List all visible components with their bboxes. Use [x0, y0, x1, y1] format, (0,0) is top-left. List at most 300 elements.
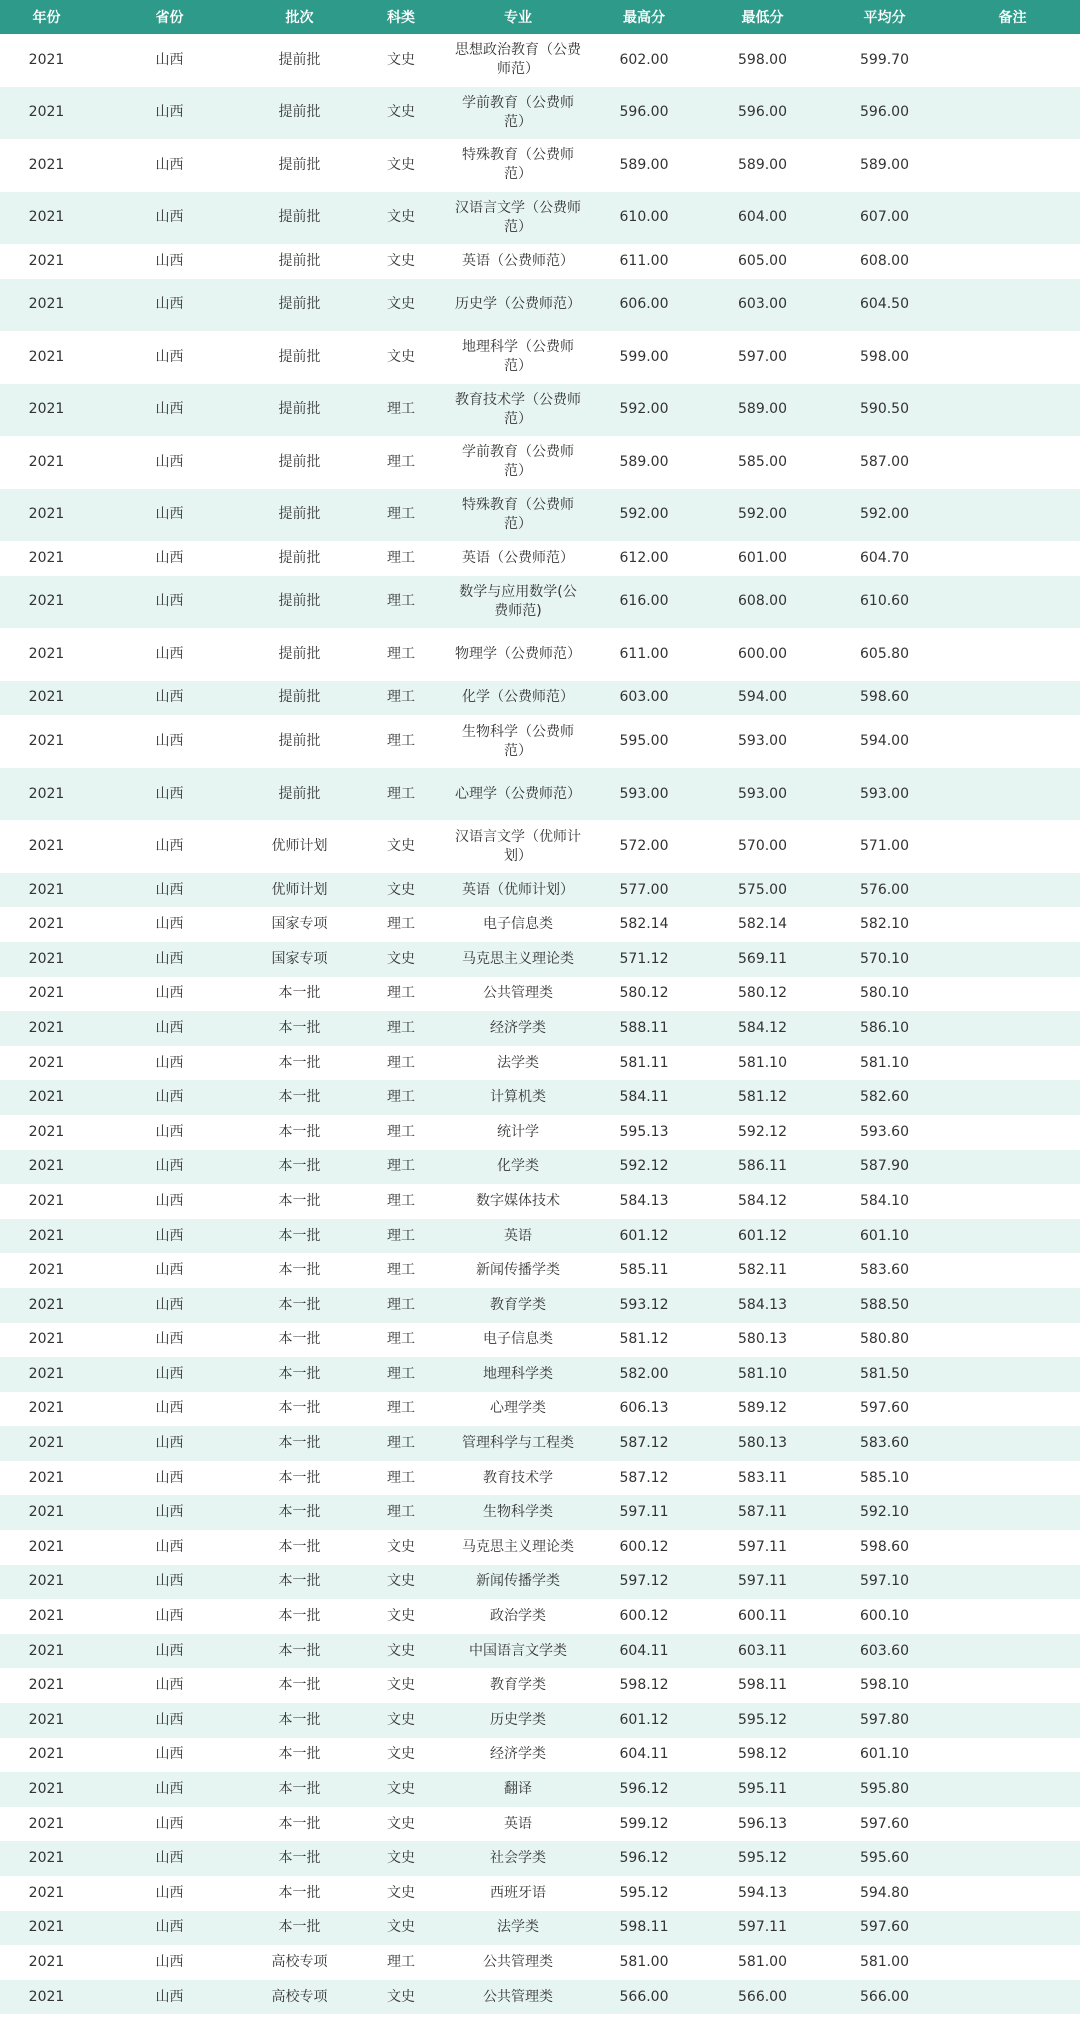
cell-max-score: 600.12 — [587, 1599, 701, 1634]
cell-province: 山西 — [93, 1807, 246, 1842]
cell-major: 社会学类 — [449, 1841, 587, 1876]
cell-notes — [945, 1219, 1080, 1254]
cell-province: 山西 — [93, 489, 246, 542]
cell-major: 新闻传播学类 — [449, 1253, 587, 1288]
cell-min-score: 580.13 — [701, 1426, 824, 1461]
cell-category: 理工 — [353, 436, 449, 489]
cell-min-score: 580.12 — [701, 977, 824, 1012]
cell-year: 2021 — [0, 192, 93, 245]
cell-major: 汉语言文学（优师计划） — [449, 820, 587, 873]
cell-category: 理工 — [353, 1080, 449, 1115]
cell-max-score: 598.12 — [587, 1668, 701, 1703]
table-row — [0, 34, 1080, 87]
cell-batch: 提前批 — [246, 331, 353, 384]
cell-year: 2021 — [0, 1080, 93, 1115]
table-row — [0, 1150, 1080, 1185]
cell-avg-score: 588.50 — [824, 1288, 945, 1323]
cell-avg-score: 582.10 — [824, 907, 945, 942]
cell-year: 2021 — [0, 1980, 93, 2015]
header-avg-score: 平均分 — [824, 0, 945, 34]
cell-year: 2021 — [0, 768, 93, 821]
cell-avg-score: 599.70 — [824, 34, 945, 87]
cell-max-score: 604.11 — [587, 1738, 701, 1773]
cell-province: 山西 — [93, 1357, 246, 1392]
cell-major: 学前教育（公费师范） — [449, 436, 587, 489]
cell-major: 马克思主义理论类 — [449, 1530, 587, 1565]
cell-major: 英语 — [449, 1219, 587, 1254]
cell-major: 地理科学类 — [449, 1357, 587, 1392]
cell-max-score: 572.00 — [587, 820, 701, 873]
table-row — [0, 489, 1080, 542]
cell-year: 2021 — [0, 942, 93, 977]
cell-province: 山西 — [93, 436, 246, 489]
cell-batch: 本一批 — [246, 1357, 353, 1392]
cell-min-score: 608.00 — [701, 576, 824, 629]
cell-province: 山西 — [93, 628, 246, 681]
cell-notes — [945, 768, 1080, 821]
cell-max-score: 581.12 — [587, 1323, 701, 1358]
cell-year: 2021 — [0, 1668, 93, 1703]
cell-batch: 本一批 — [246, 1288, 353, 1323]
cell-avg-score: 603.60 — [824, 1634, 945, 1669]
cell-notes — [945, 681, 1080, 716]
cell-max-score: 611.00 — [587, 628, 701, 681]
cell-min-score: 566.00 — [701, 1980, 824, 2015]
cell-batch: 本一批 — [246, 1495, 353, 1530]
cell-province: 山西 — [93, 1219, 246, 1254]
cell-min-score: 598.12 — [701, 1738, 824, 1773]
cell-major: 中国语言文学类 — [449, 1634, 587, 1669]
cell-year: 2021 — [0, 1046, 93, 1081]
cell-batch: 本一批 — [246, 1841, 353, 1876]
cell-notes — [945, 279, 1080, 332]
cell-avg-score: 592.10 — [824, 1495, 945, 1530]
cell-notes — [945, 1634, 1080, 1669]
cell-category: 文史 — [353, 1530, 449, 1565]
cell-batch: 优师计划 — [246, 820, 353, 873]
cell-major: 特殊教育（公费师范） — [449, 489, 587, 542]
cell-avg-score: 593.60 — [824, 1115, 945, 1150]
cell-notes — [945, 1392, 1080, 1427]
table-row — [0, 1115, 1080, 1150]
cell-min-score: 592.12 — [701, 1115, 824, 1150]
table-row — [0, 1011, 1080, 1046]
cell-notes — [945, 1357, 1080, 1392]
cell-category: 文史 — [353, 873, 449, 908]
cell-min-score: 581.12 — [701, 1080, 824, 1115]
cell-year: 2021 — [0, 1772, 93, 1807]
cell-min-score: 600.00 — [701, 628, 824, 681]
cell-major: 特殊教育（公费师范） — [449, 139, 587, 192]
table-row — [0, 820, 1080, 873]
cell-category: 文史 — [353, 1911, 449, 1946]
cell-min-score: 596.13 — [701, 1807, 824, 1842]
cell-year: 2021 — [0, 820, 93, 873]
cell-province: 山西 — [93, 1703, 246, 1738]
cell-batch: 本一批 — [246, 1046, 353, 1081]
cell-year: 2021 — [0, 1945, 93, 1980]
cell-avg-score: 601.10 — [824, 1738, 945, 1773]
cell-avg-score: 570.10 — [824, 942, 945, 977]
cell-notes — [945, 1011, 1080, 1046]
table-row — [0, 1253, 1080, 1288]
cell-min-score: 594.13 — [701, 1876, 824, 1911]
cell-batch: 本一批 — [246, 1253, 353, 1288]
cell-category: 文史 — [353, 1565, 449, 1600]
cell-major: 法学类 — [449, 1911, 587, 1946]
cell-batch: 本一批 — [246, 977, 353, 1012]
cell-category: 理工 — [353, 1150, 449, 1185]
cell-year: 2021 — [0, 489, 93, 542]
cell-year: 2021 — [0, 384, 93, 437]
cell-max-score: 611.00 — [587, 244, 701, 279]
cell-avg-score: 598.60 — [824, 681, 945, 716]
cell-batch: 本一批 — [246, 1876, 353, 1911]
cell-max-score: 606.13 — [587, 1392, 701, 1427]
cell-notes — [945, 1184, 1080, 1219]
cell-category: 文史 — [353, 139, 449, 192]
cell-category: 文史 — [353, 279, 449, 332]
cell-max-score: 589.00 — [587, 436, 701, 489]
cell-batch: 本一批 — [246, 1565, 353, 1600]
cell-category: 文史 — [353, 1980, 449, 2015]
cell-max-score: 599.00 — [587, 331, 701, 384]
cell-avg-score: 587.00 — [824, 436, 945, 489]
cell-batch: 本一批 — [246, 1807, 353, 1842]
cell-major: 政治学类 — [449, 1599, 587, 1634]
cell-major: 马克思主义理论类 — [449, 942, 587, 977]
table-row — [0, 244, 1080, 279]
cell-min-score: 598.00 — [701, 34, 824, 87]
cell-batch: 本一批 — [246, 1911, 353, 1946]
cell-batch: 本一批 — [246, 1530, 353, 1565]
cell-batch: 优师计划 — [246, 873, 353, 908]
cell-batch: 提前批 — [246, 628, 353, 681]
cell-province: 山西 — [93, 1530, 246, 1565]
cell-province: 山西 — [93, 820, 246, 873]
cell-category: 文史 — [353, 244, 449, 279]
cell-year: 2021 — [0, 541, 93, 576]
cell-province: 山西 — [93, 1495, 246, 1530]
cell-notes — [945, 541, 1080, 576]
table-row — [0, 541, 1080, 576]
cell-min-score: 589.12 — [701, 1392, 824, 1427]
cell-major: 西班牙语 — [449, 1876, 587, 1911]
cell-category: 文史 — [353, 1668, 449, 1703]
cell-batch: 提前批 — [246, 489, 353, 542]
cell-min-score: 580.13 — [701, 1323, 824, 1358]
cell-notes — [945, 489, 1080, 542]
cell-max-score: 585.11 — [587, 1253, 701, 1288]
cell-major: 公共管理类 — [449, 1980, 587, 2015]
cell-max-score: 598.11 — [587, 1911, 701, 1946]
cell-avg-score: 598.10 — [824, 1668, 945, 1703]
table-row — [0, 715, 1080, 768]
cell-year: 2021 — [0, 34, 93, 87]
cell-major: 化学（公费师范） — [449, 681, 587, 716]
cell-max-score: 582.00 — [587, 1357, 701, 1392]
cell-notes — [945, 331, 1080, 384]
cell-category: 理工 — [353, 681, 449, 716]
cell-max-score: 597.11 — [587, 1495, 701, 1530]
cell-year: 2021 — [0, 1703, 93, 1738]
cell-max-score: 596.12 — [587, 1841, 701, 1876]
table-row — [0, 1323, 1080, 1358]
table-row — [0, 1426, 1080, 1461]
cell-max-score: 595.13 — [587, 1115, 701, 1150]
cell-max-score: 597.12 — [587, 1565, 701, 1600]
cell-major: 生物科学类 — [449, 1495, 587, 1530]
cell-major: 思想政治教育（公费师范） — [449, 34, 587, 87]
cell-avg-score: 590.50 — [824, 384, 945, 437]
cell-max-score: 593.00 — [587, 768, 701, 821]
cell-category: 理工 — [353, 576, 449, 629]
cell-notes — [945, 1772, 1080, 1807]
cell-province: 山西 — [93, 1599, 246, 1634]
cell-year: 2021 — [0, 1253, 93, 1288]
cell-province: 山西 — [93, 384, 246, 437]
cell-category: 文史 — [353, 942, 449, 977]
cell-notes — [945, 977, 1080, 1012]
cell-notes — [945, 942, 1080, 977]
cell-max-score: 566.00 — [587, 1980, 701, 2015]
cell-max-score: 592.00 — [587, 489, 701, 542]
cell-year: 2021 — [0, 1288, 93, 1323]
cell-min-score: 581.00 — [701, 1945, 824, 1980]
cell-min-score: 605.00 — [701, 244, 824, 279]
cell-major: 历史学类 — [449, 1703, 587, 1738]
table-row — [0, 1357, 1080, 1392]
cell-category: 文史 — [353, 820, 449, 873]
cell-notes — [945, 1703, 1080, 1738]
cell-category: 文史 — [353, 1841, 449, 1876]
cell-max-score: 610.00 — [587, 192, 701, 245]
cell-avg-score: 581.50 — [824, 1357, 945, 1392]
cell-max-score: 593.12 — [587, 1288, 701, 1323]
cell-province: 山西 — [93, 1253, 246, 1288]
table-row — [0, 1530, 1080, 1565]
cell-batch: 本一批 — [246, 1323, 353, 1358]
cell-category: 理工 — [353, 1253, 449, 1288]
cell-category: 文史 — [353, 1807, 449, 1842]
cell-batch: 本一批 — [246, 1426, 353, 1461]
cell-notes — [945, 1426, 1080, 1461]
cell-province: 山西 — [93, 1080, 246, 1115]
cell-notes — [945, 907, 1080, 942]
cell-province: 山西 — [93, 1668, 246, 1703]
cell-batch: 高校专项 — [246, 1945, 353, 1980]
cell-max-score: 596.12 — [587, 1772, 701, 1807]
cell-year: 2021 — [0, 1565, 93, 1600]
cell-major: 教育学类 — [449, 1668, 587, 1703]
cell-year: 2021 — [0, 1530, 93, 1565]
cell-min-score: 597.11 — [701, 1911, 824, 1946]
cell-year: 2021 — [0, 1011, 93, 1046]
table-row — [0, 1807, 1080, 1842]
table-row — [0, 1980, 1080, 2015]
cell-year: 2021 — [0, 1357, 93, 1392]
table-row — [0, 1461, 1080, 1496]
cell-notes — [945, 1115, 1080, 1150]
cell-batch: 提前批 — [246, 384, 353, 437]
cell-avg-score: 597.60 — [824, 1807, 945, 1842]
cell-province: 山西 — [93, 34, 246, 87]
cell-major: 心理学（公费师范） — [449, 768, 587, 821]
cell-major: 生物科学（公费师范） — [449, 715, 587, 768]
cell-batch: 本一批 — [246, 1772, 353, 1807]
cell-notes — [945, 192, 1080, 245]
cell-avg-score: 593.00 — [824, 768, 945, 821]
cell-min-score: 598.11 — [701, 1668, 824, 1703]
cell-province: 山西 — [93, 1011, 246, 1046]
cell-notes — [945, 34, 1080, 87]
table-header-row — [0, 0, 1080, 34]
cell-batch: 提前批 — [246, 34, 353, 87]
cell-batch: 提前批 — [246, 139, 353, 192]
cell-min-score: 601.00 — [701, 541, 824, 576]
cell-category: 理工 — [353, 541, 449, 576]
cell-max-score: 612.00 — [587, 541, 701, 576]
cell-year: 2021 — [0, 681, 93, 716]
cell-notes — [945, 1945, 1080, 1980]
cell-notes — [945, 715, 1080, 768]
cell-batch: 提前批 — [246, 768, 353, 821]
cell-major: 数字媒体技术 — [449, 1184, 587, 1219]
table-row — [0, 1945, 1080, 1980]
cell-category: 理工 — [353, 489, 449, 542]
cell-batch: 本一批 — [246, 1115, 353, 1150]
cell-batch: 提前批 — [246, 715, 353, 768]
cell-max-score: 596.00 — [587, 87, 701, 140]
table-row — [0, 942, 1080, 977]
cell-category: 理工 — [353, 1184, 449, 1219]
cell-province: 山西 — [93, 1392, 246, 1427]
cell-batch: 本一批 — [246, 1668, 353, 1703]
cell-min-score: 585.00 — [701, 436, 824, 489]
cell-major: 心理学类 — [449, 1392, 587, 1427]
cell-major: 学前教育（公费师范） — [449, 87, 587, 140]
cell-avg-score: 566.00 — [824, 1980, 945, 2015]
table-row — [0, 1288, 1080, 1323]
cell-province: 山西 — [93, 873, 246, 908]
cell-year: 2021 — [0, 1426, 93, 1461]
cell-notes — [945, 244, 1080, 279]
cell-avg-score: 595.80 — [824, 1772, 945, 1807]
cell-category: 文史 — [353, 1599, 449, 1634]
cell-min-score: 604.00 — [701, 192, 824, 245]
cell-province: 山西 — [93, 279, 246, 332]
cell-year: 2021 — [0, 1115, 93, 1150]
cell-max-score: 601.12 — [587, 1219, 701, 1254]
cell-min-score: 586.11 — [701, 1150, 824, 1185]
cell-year: 2021 — [0, 1841, 93, 1876]
cell-max-score: 582.14 — [587, 907, 701, 942]
cell-batch: 国家专项 — [246, 942, 353, 977]
cell-year: 2021 — [0, 1150, 93, 1185]
cell-max-score: 603.00 — [587, 681, 701, 716]
cell-avg-score: 597.10 — [824, 1565, 945, 1600]
table-row — [0, 1738, 1080, 1773]
cell-major: 新闻传播学类 — [449, 1565, 587, 1600]
cell-batch: 提前批 — [246, 576, 353, 629]
table-row — [0, 139, 1080, 192]
cell-category: 文史 — [353, 192, 449, 245]
cell-batch: 提前批 — [246, 244, 353, 279]
cell-category: 理工 — [353, 1426, 449, 1461]
cell-year: 2021 — [0, 1807, 93, 1842]
table-row — [0, 907, 1080, 942]
cell-major: 化学类 — [449, 1150, 587, 1185]
table-row — [0, 1219, 1080, 1254]
cell-notes — [945, 1841, 1080, 1876]
cell-province: 山西 — [93, 907, 246, 942]
cell-notes — [945, 1080, 1080, 1115]
cell-max-score: 592.00 — [587, 384, 701, 437]
cell-min-score: 597.11 — [701, 1530, 824, 1565]
header-batch: 批次 — [246, 0, 353, 34]
cell-category: 文史 — [353, 1876, 449, 1911]
cell-batch: 本一批 — [246, 1184, 353, 1219]
cell-batch: 本一批 — [246, 1080, 353, 1115]
cell-major: 数学与应用数学(公费师范) — [449, 576, 587, 629]
cell-avg-score: 604.70 — [824, 541, 945, 576]
cell-min-score: 582.14 — [701, 907, 824, 942]
cell-category: 理工 — [353, 907, 449, 942]
cell-province: 山西 — [93, 1565, 246, 1600]
cell-province: 山西 — [93, 977, 246, 1012]
cell-notes — [945, 384, 1080, 437]
cell-major: 汉语言文学（公费师范） — [449, 192, 587, 245]
cell-province: 山西 — [93, 1911, 246, 1946]
cell-year: 2021 — [0, 1911, 93, 1946]
cell-major: 经济学类 — [449, 1011, 587, 1046]
cell-min-score: 570.00 — [701, 820, 824, 873]
cell-min-score: 597.00 — [701, 331, 824, 384]
cell-notes — [945, 1495, 1080, 1530]
header-year: 年份 — [0, 0, 93, 34]
cell-avg-score: 581.00 — [824, 1945, 945, 1980]
cell-min-score: 595.12 — [701, 1703, 824, 1738]
cell-avg-score: 597.60 — [824, 1911, 945, 1946]
cell-avg-score: 587.90 — [824, 1150, 945, 1185]
cell-province: 山西 — [93, 1841, 246, 1876]
cell-year: 2021 — [0, 1599, 93, 1634]
cell-avg-score: 571.00 — [824, 820, 945, 873]
cell-year: 2021 — [0, 715, 93, 768]
table-row — [0, 192, 1080, 245]
cell-category: 理工 — [353, 1115, 449, 1150]
cell-avg-score: 584.10 — [824, 1184, 945, 1219]
cell-min-score: 581.10 — [701, 1357, 824, 1392]
cell-max-score: 577.00 — [587, 873, 701, 908]
table-row — [0, 628, 1080, 681]
cell-avg-score: 589.00 — [824, 139, 945, 192]
cell-notes — [945, 1599, 1080, 1634]
cell-notes — [945, 1253, 1080, 1288]
cell-province: 山西 — [93, 1323, 246, 1358]
header-category: 科类 — [353, 0, 449, 34]
cell-province: 山西 — [93, 87, 246, 140]
table-row — [0, 1703, 1080, 1738]
cell-min-score: 587.11 — [701, 1495, 824, 1530]
cell-year: 2021 — [0, 1323, 93, 1358]
cell-year: 2021 — [0, 907, 93, 942]
cell-province: 山西 — [93, 1115, 246, 1150]
cell-min-score: 603.00 — [701, 279, 824, 332]
cell-avg-score: 594.80 — [824, 1876, 945, 1911]
cell-category: 文史 — [353, 331, 449, 384]
cell-batch: 本一批 — [246, 1703, 353, 1738]
